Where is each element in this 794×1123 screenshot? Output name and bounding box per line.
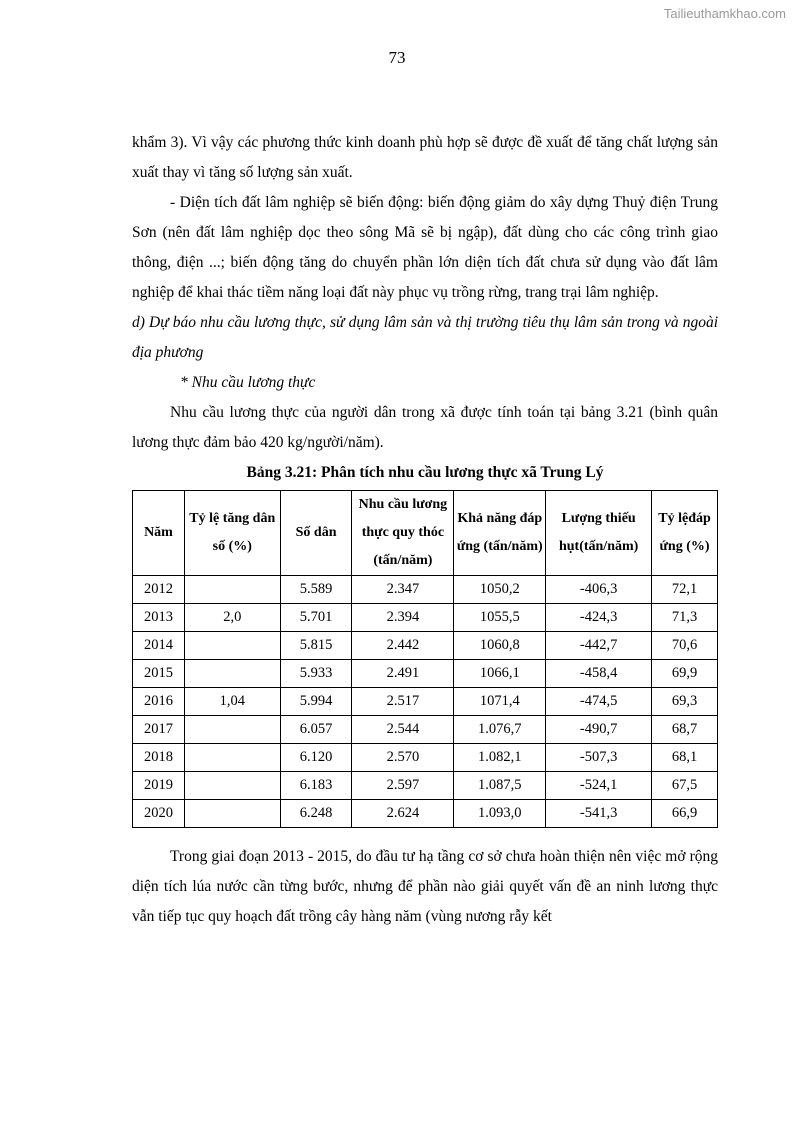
table-cell xyxy=(184,632,280,660)
table-cell: 6.057 xyxy=(280,716,352,744)
table-row xyxy=(133,744,718,772)
table-row xyxy=(133,604,718,632)
watermark: Tailieuthamkhao.com xyxy=(663,6,786,21)
table-cell: 2020 xyxy=(133,800,185,828)
table-cell: 6.183 xyxy=(280,772,352,800)
table-cell: 1,04 xyxy=(184,688,280,716)
table-cell: 2.597 xyxy=(352,772,454,800)
header-year: Năm xyxy=(133,491,185,576)
paragraph-after-table: Trong giai đoạn 2013 - 2015, do đầu tư hạ tầng cơ sở chưa hoàn thiện nên việc mở rộng diện tích lúa nước cần từng bước, nhưng để phần nào giải quyết vấn đề an ninh lương thực vẫn tiếp tục quy hoạch đất trồng cây hàng năm (vùng nương rẫy kết xyxy=(132,848,718,925)
table-cell: 2.347 xyxy=(352,576,454,604)
table-cell: 1.093,0 xyxy=(454,800,546,828)
header-ratio: Tỷ lệđáp ứng (%) xyxy=(652,491,718,576)
table-cell: 2012 xyxy=(133,576,185,604)
table-cell: -474,5 xyxy=(546,688,652,716)
table-row xyxy=(133,660,718,688)
table-cell: 69,3 xyxy=(652,688,718,716)
table-cell: 6.120 xyxy=(280,744,352,772)
table-cell xyxy=(184,716,280,744)
table-row xyxy=(133,800,718,828)
table-cell xyxy=(184,800,280,828)
table-cell: 1050,2 xyxy=(454,576,546,604)
table-row xyxy=(133,716,718,744)
table-cell: 5.589 xyxy=(280,576,352,604)
table-cell: 2014 xyxy=(133,632,185,660)
intro-paragraph: Nhu cầu lương thực của người dân trong xã được tính toán tại bảng 3.21 (bình quân lương thực đảm bảo 420 kg/người/năm). xyxy=(132,404,718,451)
table-cell xyxy=(184,744,280,772)
table-cell: -442,7 xyxy=(546,632,652,660)
table-cell: 1.082,1 xyxy=(454,744,546,772)
table-cell: 2.624 xyxy=(352,800,454,828)
table-cell xyxy=(184,576,280,604)
table-cell: 2.544 xyxy=(352,716,454,744)
table-cell: 2017 xyxy=(133,716,185,744)
food-demand-table xyxy=(132,490,718,828)
table-cell: -490,7 xyxy=(546,716,652,744)
table-cell: 1066,1 xyxy=(454,660,546,688)
table-cell: 2.394 xyxy=(352,604,454,632)
table-cell: 5.994 xyxy=(280,688,352,716)
header-growth: Tỷ lệ tăng dân số (%) xyxy=(184,491,280,576)
table-cell: -458,4 xyxy=(546,660,652,688)
table-cell: 67,5 xyxy=(652,772,718,800)
paragraph-forest-land: - Diện tích đất lâm nghiệp sẽ biến động: biến động giảm do xây dựng Thuỷ điện Trung Sơn (nên đất lâm nghiệp dọc theo sông Mã sẽ bị ngập), đất dùng cho các công trình giao thông, điện ...; biến động tăng do chuyển phần lớn diện tích đất chưa sử dụng vào đất lâm nghiệp để khai thác tiềm năng loại đất này phục vụ trồng rừng, trang trại lâm nghiệp. xyxy=(132,194,718,301)
table-cell: -424,3 xyxy=(546,604,652,632)
table-caption: Bảng 3.21: Phân tích nhu cầu lương thực xã Trung Lý xyxy=(246,464,604,481)
table-cell: 68,1 xyxy=(652,744,718,772)
table-body xyxy=(133,576,718,828)
table-cell xyxy=(184,660,280,688)
header-capacity: Khả năng đáp ứng (tấn/năm) xyxy=(454,491,546,576)
table-cell: -541,3 xyxy=(546,800,652,828)
paragraph-continuation: khẩm 3). Vì vậy các phương thức kinh doanh phù hợp sẽ được đề xuất để tăng chất lượng sản xuất thay vì tăng số lượng sản xuất. xyxy=(132,134,718,181)
table-cell: 2019 xyxy=(133,772,185,800)
table-cell: 2.491 xyxy=(352,660,454,688)
table-cell: 5.815 xyxy=(280,632,352,660)
table-cell: 71,3 xyxy=(652,604,718,632)
page-number: 73 xyxy=(388,48,406,67)
table-cell xyxy=(184,772,280,800)
table-cell: 2015 xyxy=(133,660,185,688)
table-header-row xyxy=(133,491,718,576)
table-cell: 2.517 xyxy=(352,688,454,716)
table-cell: 2.442 xyxy=(352,632,454,660)
table-cell: 1.076,7 xyxy=(454,716,546,744)
table-cell: 66,9 xyxy=(652,800,718,828)
table-cell: 68,7 xyxy=(652,716,718,744)
table-cell: 6.248 xyxy=(280,800,352,828)
table-cell: 1060,8 xyxy=(454,632,546,660)
header-population: Số dân xyxy=(280,491,352,576)
table-cell: 5.933 xyxy=(280,660,352,688)
header-demand: Nhu cầu lương thực quy thóc (tấn/năm) xyxy=(352,491,454,576)
table-cell: -406,3 xyxy=(546,576,652,604)
table-row xyxy=(133,576,718,604)
table-cell: 70,6 xyxy=(652,632,718,660)
header-shortage: Lượng thiếu hụt(tấn/năm) xyxy=(546,491,652,576)
table-cell: 72,1 xyxy=(652,576,718,604)
subheading: * Nhu cầu lương thực xyxy=(180,374,316,391)
table-cell: -507,3 xyxy=(546,744,652,772)
table-cell: 1055,5 xyxy=(454,604,546,632)
table-cell: 2018 xyxy=(133,744,185,772)
table-cell: 2,0 xyxy=(184,604,280,632)
section-heading: d) Dự báo nhu cầu lương thực, sử dụng lâm sản và thị trường tiêu thụ lâm sản trong và ngoài địa phương xyxy=(132,314,718,361)
table-cell: 1071,4 xyxy=(454,688,546,716)
table-cell: 5.701 xyxy=(280,604,352,632)
table-cell: 1.087,5 xyxy=(454,772,546,800)
table-row xyxy=(133,688,718,716)
table-cell: 69,9 xyxy=(652,660,718,688)
table-row xyxy=(133,632,718,660)
table-cell: 2.570 xyxy=(352,744,454,772)
table-cell: 2013 xyxy=(133,604,185,632)
document-body xyxy=(132,128,718,932)
table-row xyxy=(133,772,718,800)
table-cell: -524,1 xyxy=(546,772,652,800)
table-cell: 2016 xyxy=(133,688,185,716)
